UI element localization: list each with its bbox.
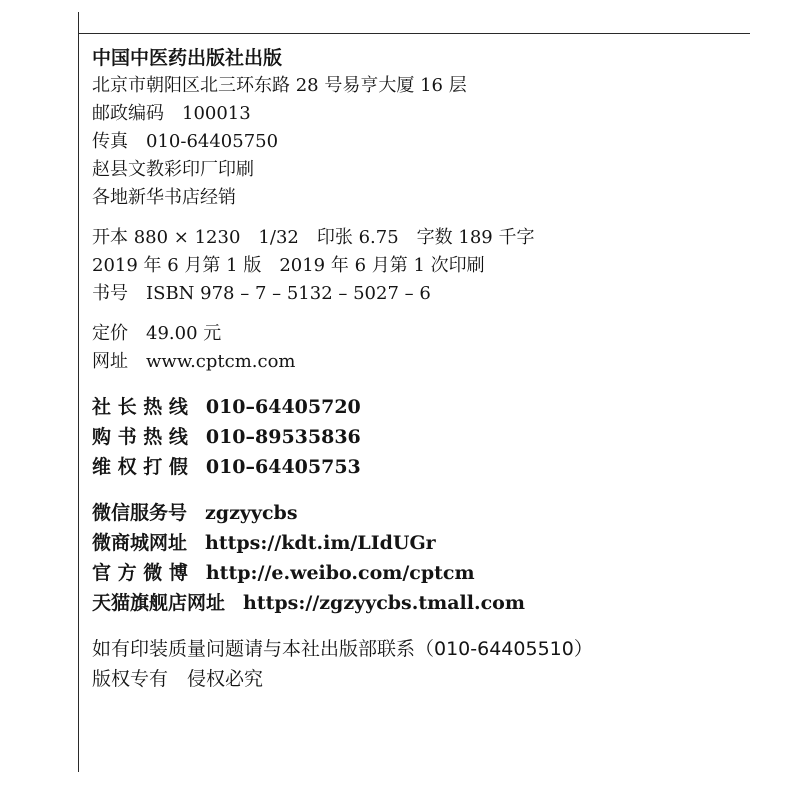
distributor-line: 各地新华书店经销 [92, 187, 236, 208]
notice-line: 如有印装质量问题请与本社出版部联系（010-64405510） [92, 638, 593, 660]
first-edition: 2019 年 6 月第 1 版 [92, 255, 262, 276]
online-row [92, 498, 782, 528]
online-value: zgzyycbs [205, 502, 298, 524]
postcode-value: 100013 [182, 103, 251, 124]
website-line [92, 348, 782, 376]
online-row [92, 528, 782, 558]
online-value: https://zgzyycbs.tmall.com [243, 592, 525, 614]
fax-value: 010-64405750 [146, 131, 279, 152]
hotline-number: 010–89535836 [205, 426, 361, 448]
hotline-row [92, 422, 782, 452]
printer-line: 赵县文教彩印厂印刷 [92, 159, 254, 180]
top-rule [78, 33, 750, 34]
sheets-value: 印张 6.75 [316, 227, 399, 248]
postcode-label: 邮政编码 [92, 103, 164, 124]
online-row [92, 588, 782, 618]
edition-line [92, 252, 782, 280]
format-line [92, 224, 782, 252]
price-line [92, 320, 782, 348]
hotline-label: 维 权 打 假 [92, 456, 188, 478]
isbn-line [92, 280, 782, 308]
online-value: http://e.weibo.com/cptcm [205, 562, 475, 584]
address-line: 北京市朝阳区北三环东路 28 号易亨大厦 16 层 [92, 75, 467, 96]
website-value: www.cptcm.com [146, 351, 296, 372]
fax-line [92, 128, 782, 156]
first-print: 2019 年 6 月第 1 次印刷 [279, 255, 485, 276]
online-label: 微信服务号 [92, 502, 188, 524]
price-value: 49.00 元 [146, 323, 222, 344]
website-label: 网址 [92, 351, 128, 372]
hotline-label: 购 书 热 线 [92, 426, 188, 448]
colophon [92, 44, 782, 694]
hotline-label: 社 长 热 线 [92, 396, 188, 418]
online-label: 天猫旗舰店网址 [92, 592, 226, 614]
fax-label: 传真 [92, 131, 128, 152]
hotline-number: 010–64405720 [205, 396, 361, 418]
online-row [92, 558, 782, 588]
isbn-label: 书号 [92, 283, 128, 304]
kaiben-value: 开本 880 × 1230 [92, 227, 241, 248]
postcode-line [92, 100, 782, 128]
isbn-value: ISBN 978 – 7 – 5132 – 5027 – 6 [146, 283, 431, 304]
price-label: 定价 [92, 323, 128, 344]
online-label: 微商城网址 [92, 532, 188, 554]
hotline-row [92, 452, 782, 482]
rights-line: 版权专有 侵权必究 [92, 668, 264, 690]
left-rule [78, 12, 79, 772]
online-value: https://kdt.im/LIdUGr [205, 532, 436, 554]
hotline-number: 010–64405753 [205, 456, 361, 478]
publisher-line: 中国中医药出版社出版 [92, 47, 283, 69]
fraction-value: 1/32 [258, 227, 299, 248]
online-label: 官 方 微 博 [92, 562, 188, 584]
hotline-row [92, 392, 782, 422]
words-value: 字数 189 千字 [416, 227, 535, 248]
